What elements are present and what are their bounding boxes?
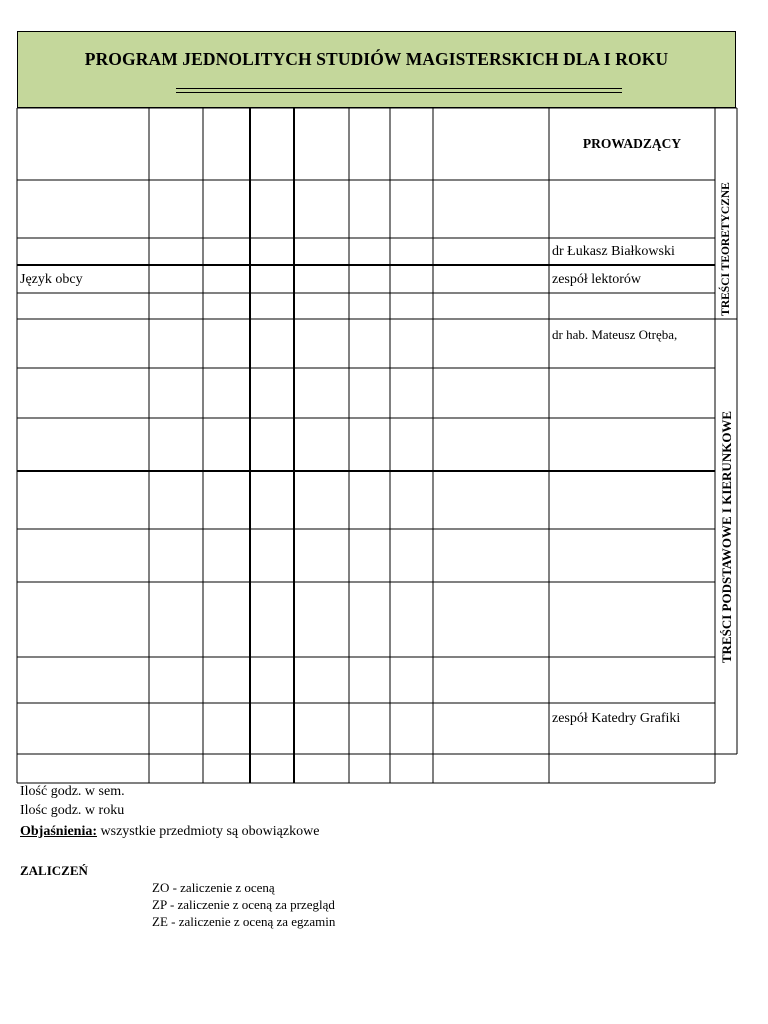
legend-item-ze: ZE - zaliczenie z oceną za egzamin xyxy=(152,914,336,929)
side-label-core: TREŚCI PODSTAWOWE I KIERUNKOWE xyxy=(719,410,734,664)
instructor-cell-row12: zespół Katedry Grafiki xyxy=(552,711,681,726)
explanations-label: Objaśnienia: xyxy=(20,824,98,839)
hours-year-label: Ilośc godz. w roku xyxy=(20,803,125,818)
instructor-cell-row5: dr hab. Mateusz Otręba, xyxy=(552,327,678,342)
instructor-cell-row2: dr Łukasz Białkowski xyxy=(552,244,675,259)
side-label-theoretical: TREŚCI TEORETYCZNE xyxy=(720,182,732,316)
legend-title: ZALICZEŃ xyxy=(20,863,88,878)
hours-semester-label: Ilość godz. w sem. xyxy=(20,784,125,799)
instructor-cell-row3: zespół lektorów xyxy=(552,272,642,287)
explanations-line xyxy=(20,824,319,840)
subject-cell-row3: Język obcy xyxy=(20,272,83,287)
explanations-text: wszystkie przedmioty są obowiązkowe xyxy=(100,824,320,839)
instructor-column-header: PROWADZĄCY xyxy=(582,136,682,151)
legend-item-zp: ZP - zaliczenie z oceną za przegląd xyxy=(152,897,335,912)
program-title: PROGRAM JEDNOLITYCH STUDIÓW MAGISTERSKICH DLA I ROKU xyxy=(84,49,669,69)
legend-item-zo: ZO - zaliczenie z oceną xyxy=(152,880,275,895)
